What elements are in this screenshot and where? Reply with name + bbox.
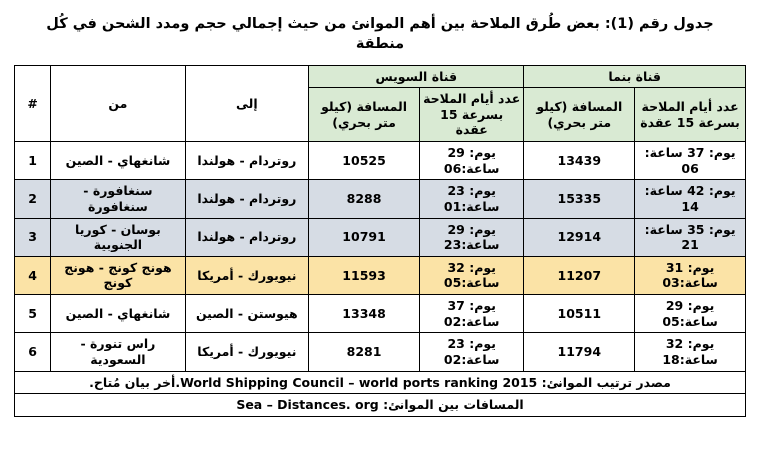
cell-number: 5 — [15, 295, 51, 333]
cell-suez-distance: 11593 — [309, 256, 420, 294]
cell-to: روتردام - هولندا — [185, 180, 309, 218]
page-title: جدول رقم (1): بعض طُرق الملاحة بين أهم الموانئ من حيث إجمالي حجم ومدد الشحن في كُل منطقة — [46, 16, 714, 53]
cell-suez-days: يوم: 37 ساعة:02 — [419, 295, 523, 333]
footer-source-ports: مصدر ترتيب الموانئ: World Shipping Council – world ports ranking 2015.أخر بيان مُتاح. — [15, 371, 746, 394]
cell-suez-days: يوم: 29 ساعة:06 — [419, 142, 523, 180]
header-col-to: إلى — [185, 65, 309, 142]
table-container — [0, 65, 760, 417]
cell-panama-distance: 12914 — [524, 218, 635, 256]
table-head — [15, 65, 746, 142]
cell-panama-days: يوم: 31 ساعة:03 — [635, 256, 746, 294]
cell-suez-distance: 8288 — [309, 180, 420, 218]
footer-row-source-2 — [15, 394, 746, 417]
cell-suez-days: يوم: 29 ساعة:23 — [419, 218, 523, 256]
cell-to: نيويورك - أمريكا — [185, 333, 309, 371]
header-col-number: # — [15, 65, 51, 142]
table-row — [15, 256, 746, 294]
header-panama-distance: المسافة (كيلو متر بحري) — [524, 88, 635, 142]
cell-panama-distance: 15335 — [524, 180, 635, 218]
cell-panama-days: يوم: 35 ساعة: 21 — [635, 218, 746, 256]
footer-row-source-1 — [15, 371, 746, 394]
header-group-panama: قناة بنما — [524, 65, 746, 88]
cell-to: روتردام - هولندا — [185, 142, 309, 180]
cell-panama-distance: 13439 — [524, 142, 635, 180]
cell-suez-distance: 10791 — [309, 218, 420, 256]
cell-from: راس تنورة - السعودية — [51, 333, 185, 371]
cell-to: هيوستن - الصين — [185, 295, 309, 333]
cell-number: 6 — [15, 333, 51, 371]
cell-from: هونج كونج - هونج كونج — [51, 256, 185, 294]
cell-number: 1 — [15, 142, 51, 180]
cell-panama-distance: 11207 — [524, 256, 635, 294]
table-foot — [15, 371, 746, 416]
table-body — [15, 142, 746, 372]
table-row — [15, 180, 746, 218]
table-row — [15, 333, 746, 371]
cell-suez-days: يوم: 23 ساعة:02 — [419, 333, 523, 371]
cell-to: نيويورك - أمريكا — [185, 256, 309, 294]
table-row — [15, 295, 746, 333]
cell-from: سنغافورة - سنغافورة — [51, 180, 185, 218]
cell-number: 3 — [15, 218, 51, 256]
header-col-from: من — [51, 65, 185, 142]
cell-panama-distance: 11794 — [524, 333, 635, 371]
cell-from: شانغهاي - الصين — [51, 295, 185, 333]
cell-panama-days: يوم: 32 ساعة:18 — [635, 333, 746, 371]
cell-suez-distance: 8281 — [309, 333, 420, 371]
cell-from: شانغهاي - الصين — [51, 142, 185, 180]
cell-panama-days: يوم: 42 ساعة: 14 — [635, 180, 746, 218]
header-suez-days: عدد أيام الملاحة بسرعة 15 عقدة — [419, 88, 523, 142]
cell-suez-days: يوم: 23 ساعة:01 — [419, 180, 523, 218]
cell-panama-days: يوم: 37 ساعة: 06 — [635, 142, 746, 180]
cell-number: 4 — [15, 256, 51, 294]
cell-suez-distance: 13348 — [309, 295, 420, 333]
shipping-routes-table — [14, 65, 746, 417]
cell-panama-days: يوم: 29 ساعة:05 — [635, 295, 746, 333]
table-row — [15, 142, 746, 180]
header-group-suez: قناة السويس — [309, 65, 524, 88]
header-panama-days: عدد أيام الملاحة بسرعة 15 عقدة — [635, 88, 746, 142]
cell-from: بوسان - كوريا الجنوبية — [51, 218, 185, 256]
cell-number: 2 — [15, 180, 51, 218]
table-row — [15, 218, 746, 256]
cell-suez-distance: 10525 — [309, 142, 420, 180]
cell-suez-days: يوم: 32 ساعة:05 — [419, 256, 523, 294]
header-suez-distance: المسافة (كيلو متر بحري) — [309, 88, 420, 142]
cell-to: روتردام - هولندا — [185, 218, 309, 256]
header-group-row — [15, 65, 746, 88]
cell-panama-distance: 10511 — [524, 295, 635, 333]
footer-source-distances: المسافات بين الموانئ: Sea – Distances. org — [15, 394, 746, 417]
